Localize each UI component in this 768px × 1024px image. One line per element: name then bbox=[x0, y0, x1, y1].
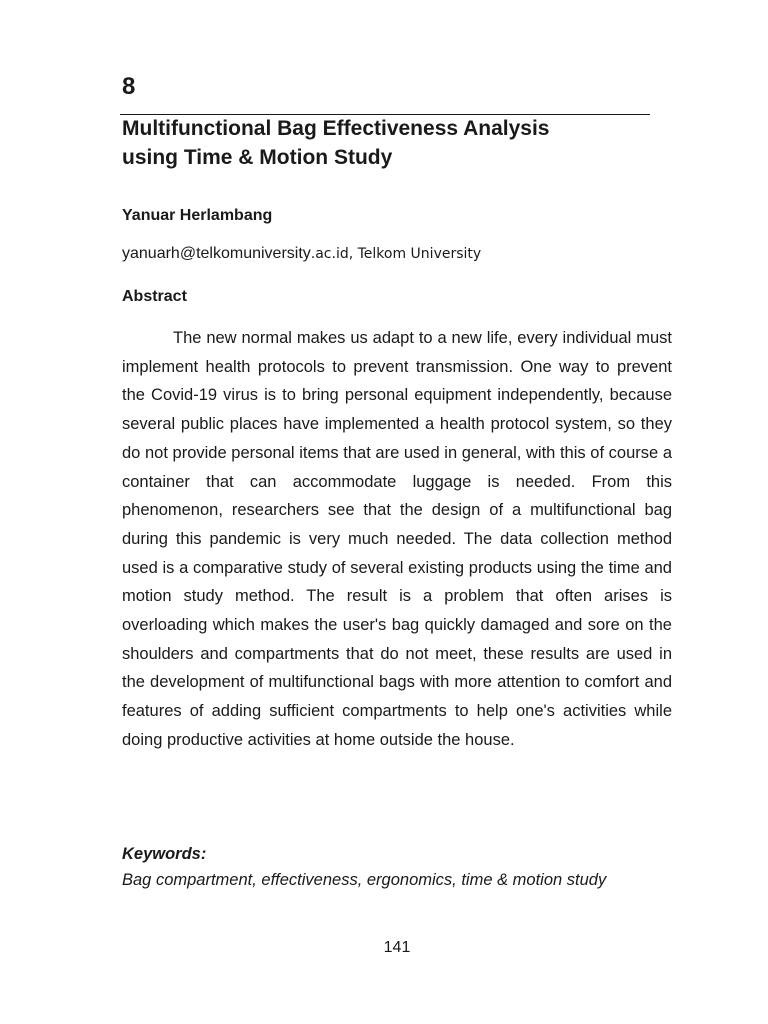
chapter-title-line-1: Multifunctional Bag Effectiveness Analysis bbox=[122, 117, 550, 140]
author-email: yanuarh@telkomuniversity bbox=[122, 245, 311, 262]
chapter-number: 8 bbox=[122, 73, 136, 100]
page-number: 141 bbox=[383, 939, 411, 956]
abstract-heading: Abstract bbox=[122, 288, 187, 305]
chapter-title-line-2: using Time & Motion Study bbox=[122, 146, 393, 169]
abstract-body: The new normal makes us adapt to a new life, every individual must implement health protocols to prevent transmission. One way to prevent the Covid-19 virus is to bring personal equipment independently, because several public places have implemented a health protocol system, so they do not provide personal items that are used in general, with this of course a container that can accommodate luggage is needed. From this phenomenon, researchers see that the design of a multifunctional bag during this pandemic is very much needed. The data collection method used is a comparative study of several existing products using the time and motion study method. The result is a problem that often arises is overloading which makes the user's bag quickly damaged and sore on the shoulders and compartments that do not meet, these results are used in the development of multifunctional bags with more attention to comfort and features of adding sufficient compartments to help one's activities while doing productive activities at home outside the house. bbox=[122, 329, 672, 749]
keywords-list: Bag compartment, effectiveness, ergonomics, time & motion study bbox=[122, 871, 607, 889]
author-name: Yanuar Herlambang bbox=[122, 207, 273, 224]
author-affiliation: .ac.id, Telkom University bbox=[310, 246, 482, 262]
keywords-heading: Keywords: bbox=[122, 845, 207, 863]
author-contact bbox=[122, 243, 481, 265]
chapter-title bbox=[122, 114, 662, 172]
